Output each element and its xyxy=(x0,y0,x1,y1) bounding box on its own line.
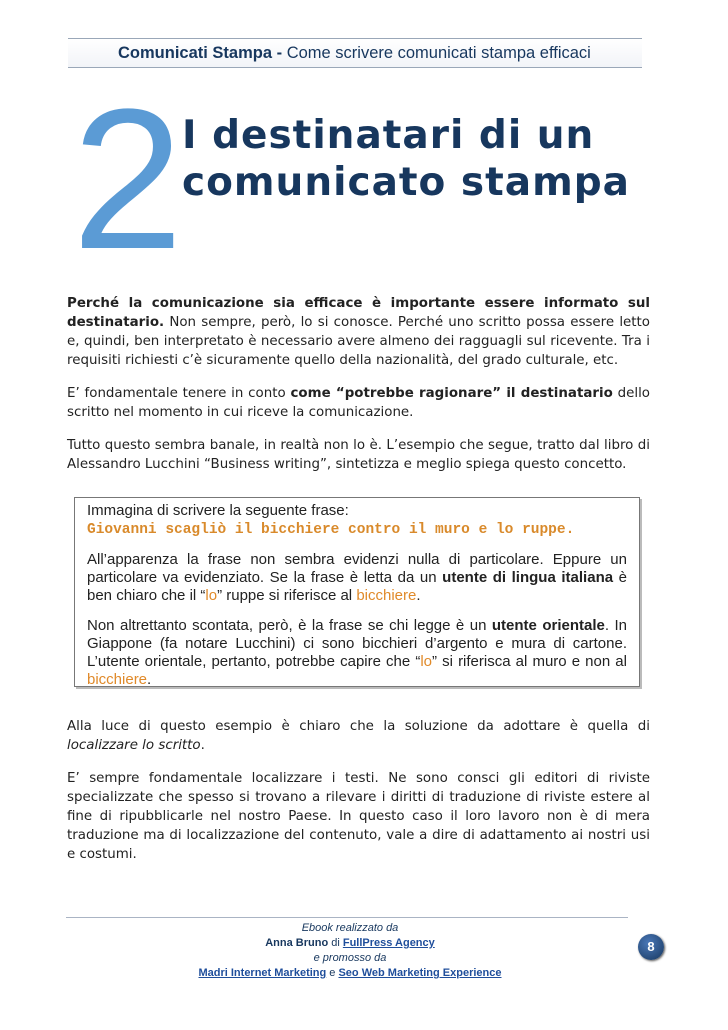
page-number-badge: 8 xyxy=(638,934,664,960)
closing-p1-a: Alla luce di questo esempio è chiaro che la soluzione da adottare è quella di xyxy=(67,719,650,734)
closing-text xyxy=(67,717,650,878)
box-p2-b: è ben chiaro che il “ xyxy=(87,569,627,604)
header-title-rest: Come scrivere comunicati stampa efficaci xyxy=(282,44,591,62)
footer-link-madri[interactable]: Madri Internet Marketing xyxy=(198,967,327,979)
chapter-number: 2 xyxy=(72,68,184,291)
box-p2-c: ” ruppe si riferisce al xyxy=(217,587,357,604)
box-line1: Immagina di scrivere la seguente frase: xyxy=(87,502,349,519)
box-p3-b: . In Giappone (fa notare Lucchini) ci sono bicchieri d’argento e mura di cartone. L’utente orientale, pertanto, potrebbe capire che “ xyxy=(87,617,627,670)
intro-p1-bold: Perché la comunicazione sia efficace è importante essere informato sul destinatario. xyxy=(67,296,650,330)
intro-text xyxy=(67,294,650,488)
example-box xyxy=(74,497,640,687)
footer-link-seo[interactable]: Seo Web Marketing Experience xyxy=(338,967,502,979)
box-p3-d: . xyxy=(147,671,152,688)
intro-p2-b: dello scritto nel momento in cui riceve la comunicazione. xyxy=(67,386,650,420)
box-p3-c: ” si riferisca al muro e non al xyxy=(432,653,627,670)
box-p2-bold: utente di lingua italiana xyxy=(442,569,614,586)
footer-line-4 xyxy=(160,966,540,981)
intro-paragraph-3: Tutto questo sembra banale, in realtà non lo è. L’esempio che segue, tratto dal libro di Alessandro Lucchini “Business writing”, sintetizza e meglio spiega questo concetto. xyxy=(67,438,650,472)
intro-paragraph-2 xyxy=(67,384,650,422)
running-header xyxy=(68,38,642,68)
box-p3-bicchiere: bicchiere xyxy=(87,671,148,688)
intro-p2-a: E’ fondamentale tenere in conto xyxy=(67,386,291,401)
box-p2-d: . xyxy=(416,587,421,604)
example-sentence: Giovanni scagliò il bicchiere contro il muro e lo ruppe. xyxy=(87,522,575,538)
footer-line-2 xyxy=(160,936,540,951)
intro-p2-bold: come “potrebbe ragionare” il destinatario xyxy=(290,386,613,401)
footer-author: Anna Bruno xyxy=(265,937,329,949)
box-p3-bold: utente orientale xyxy=(491,617,605,634)
footer xyxy=(160,921,540,981)
box-p2-a: All’apparenza la frase non sembra evidenzi nulla di particolare. Eppure un particolare va evidenziato. Se la frase è letta da un xyxy=(87,551,627,586)
closing-p1-b: . xyxy=(200,738,205,753)
footer-divider xyxy=(66,917,628,918)
footer-line-1: Ebook realizzato da xyxy=(301,922,399,934)
box-paragraph-3 xyxy=(87,617,627,689)
box-p2-lo: lo xyxy=(205,587,218,604)
footer-agency-link[interactable]: FullPress Agency xyxy=(342,937,435,949)
box-p2-bicchiere: bicchiere xyxy=(356,587,417,604)
header-title-bold: Comunicati Stampa - xyxy=(118,44,283,62)
intro-p1-rest: Non sempre, però, lo si conosce. Perché uno scritto possa essere letto e, quindi, ben interpretato è necessario avere almeno dei ragguagli sul ricevente. Tra i requisiti richiesti c’è sicuramente quello della nazionalità, del grado culturale, etc. xyxy=(67,315,650,368)
closing-p1-italic: localizzare lo scritto xyxy=(67,738,201,753)
footer-line-3: e promosso da xyxy=(313,952,387,964)
intro-paragraph-1 xyxy=(67,294,650,370)
box-paragraph-1 xyxy=(87,502,627,539)
box-p3-lo: lo xyxy=(420,653,433,670)
closing-paragraph-1 xyxy=(67,717,650,755)
footer-di: di xyxy=(328,937,343,949)
box-paragraph-2 xyxy=(87,551,627,605)
footer-e: e xyxy=(326,967,339,979)
closing-paragraph-2: E’ sempre fondamentale localizzare i testi. Ne sono consci gli editori di riviste specializzate che spesso si trovano a rilevare i diritti di traduzione di riviste estere al fine di ripubblicarle nel nostro Paese. In questo caso il loro lavoro non è di mera traduzione ma di localizzazione del contenuto, vale a dire di adattamento ai nostri usi e costumi. xyxy=(67,771,650,862)
chapter-title: I destinatari di un comunicato stampa xyxy=(182,113,630,205)
box-p3-a: Non altrettanto scontata, però, è la frase se chi legge è un xyxy=(87,617,492,634)
